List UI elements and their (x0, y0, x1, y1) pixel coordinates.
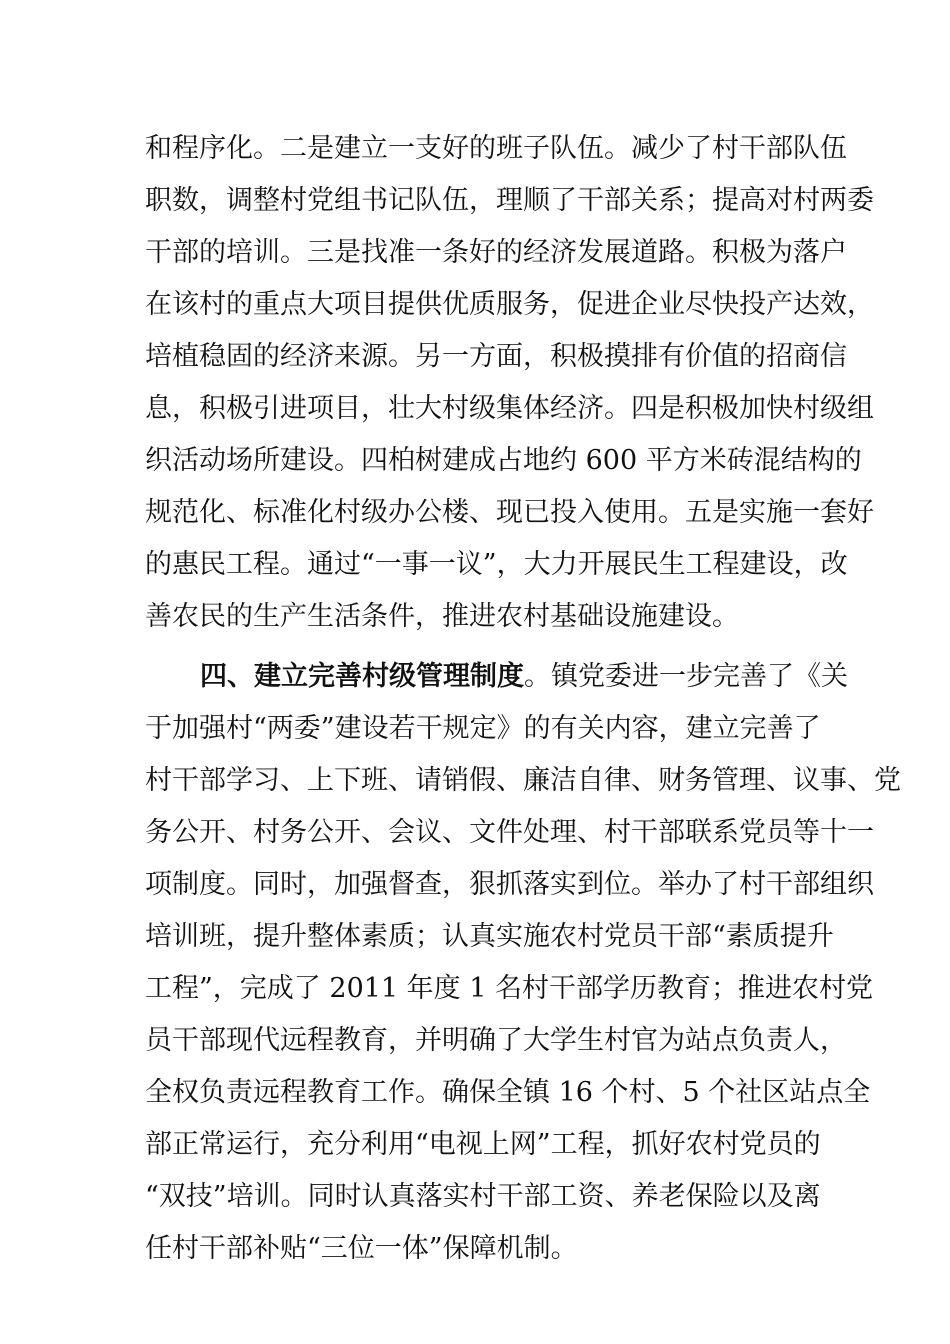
text-line: 息，积极引进项目，壮大村级集体经济。四是积极加快村级组 (145, 393, 874, 424)
text-line: 善农民的生产生活条件，推进农村基础设施建设。 (145, 601, 739, 632)
text-line: 培植稳固的经济来源。另一方面，积极摸排有价值的招商信 (145, 341, 847, 372)
text-line: 在该村的重点大项目提供优质服务，促进企业尽快投产达效， (145, 289, 874, 320)
text-line: 于加强村“两委”建设若干规定》的有关内容，建立完善了 (145, 713, 821, 744)
text-line: 织活动场所建设。四柏树建成占地约 600 平方米砖混结构的 (145, 445, 862, 476)
section-heading-rest: 。镇党委进一步完善了《关 (524, 661, 848, 692)
text-line: 的惠民工程。通过“一事一议”，大力开展民生工程建设，改 (145, 549, 848, 580)
text-line: “双技”培训。同时认真落实村干部工资、养老保险以及离 (145, 1181, 821, 1212)
text-line: 项制度。同时，加强督查，狠抓落实到位。举办了村干部组织 (145, 869, 874, 900)
text-line: 培训班，提升整体素质；认真实施农村党员干部“素质提升 (145, 921, 834, 952)
text-line: 任村干部补贴“三位一体”保障机制。 (145, 1233, 578, 1264)
text-line: 村干部学习、上下班、请销假、廉洁自律、财务管理、议事、党 (145, 765, 901, 796)
text-line: 规范化、标准化村级办公楼、现已投入使用。五是实施一套好 (145, 497, 874, 528)
section-heading: 四、建立完善村级管理制度 (200, 661, 524, 692)
text-line: 员干部现代远程教育，并明确了大学生村官为站点负责人， (145, 1025, 847, 1056)
section-heading-line (200, 651, 848, 703)
text-line: 工程”，完成了 2011 年度 1 名村干部学历教育；推进农村党 (145, 973, 874, 1004)
text-line: 部正常运行，充分利用“电视上网”工程，抓好农村党员的 (145, 1129, 821, 1160)
text-line: 务公开、村务公开、会议、文件处理、村干部联系党员等十一 (145, 817, 874, 848)
text-line: 全权负责远程教育工作。确保全镇 16 个村、5 个社区站点全 (145, 1077, 871, 1108)
text-line: 干部的培训。三是找准一条好的经济发展道路。积极为落户 (145, 237, 847, 268)
text-line: 职数，调整村党组书记队伍，理顺了干部关系；提高对村两委 (145, 185, 874, 216)
text-line: 和程序化。二是建立一支好的班子队伍。减少了村干部队伍 (145, 133, 847, 164)
